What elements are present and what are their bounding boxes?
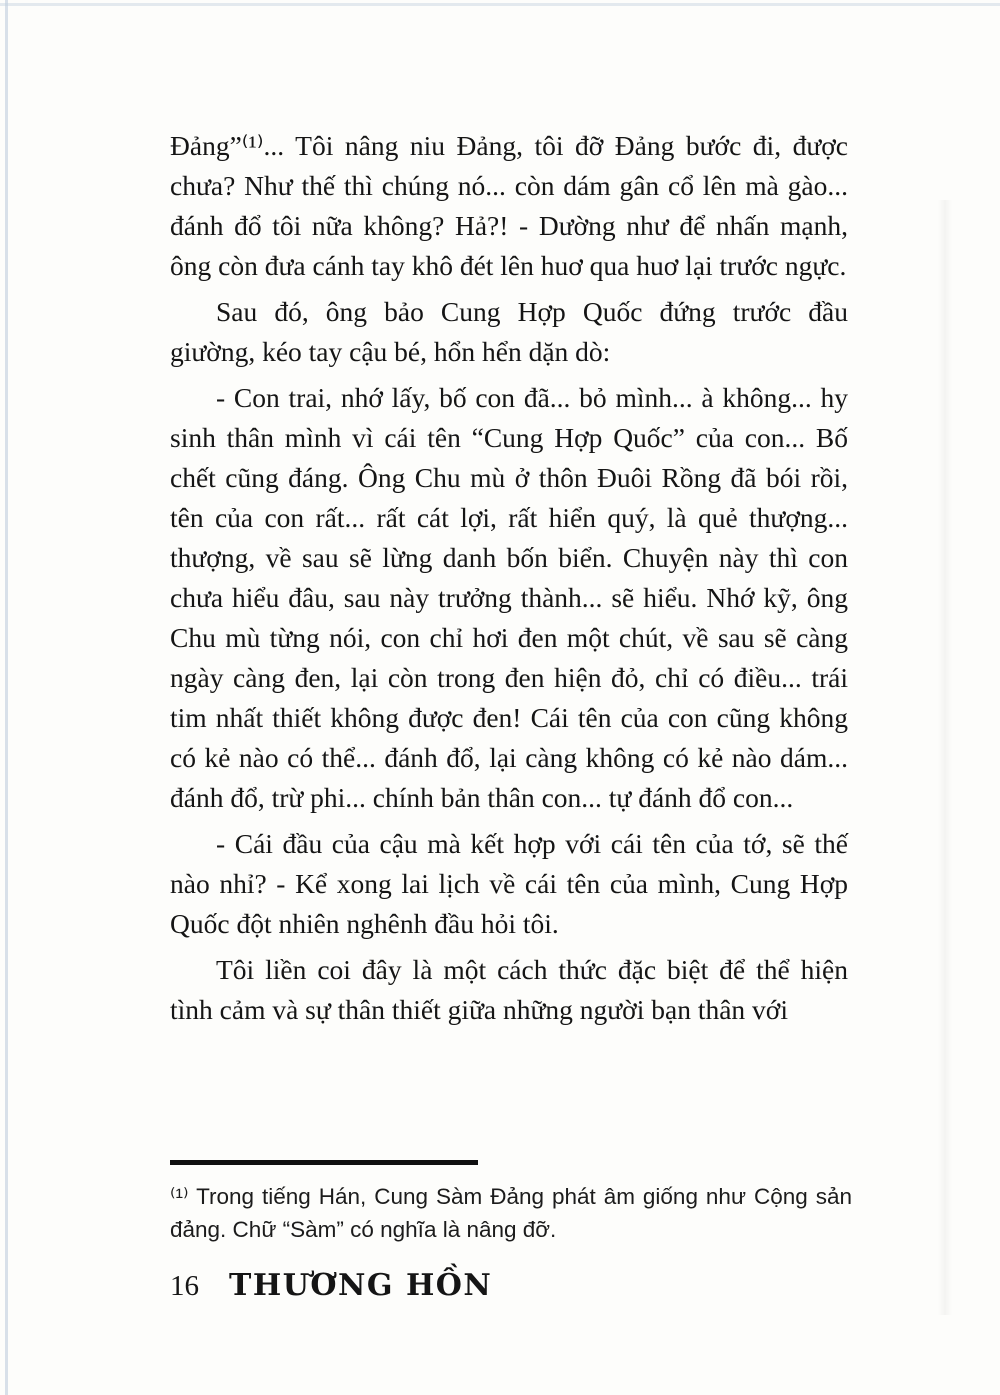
paragraph: - Cái đầu của cậu mà kết hợp với cái tên của tớ, sẽ thế nào nhỉ? - Kể xong lai lịch về cái tên của mình, Cung Hợp Quốc đột nhiên nghênh đầu hỏi tôi. bbox=[170, 828, 848, 939]
paragraph: Đảng”⁽¹⁾... Tôi nâng niu Đảng, tôi đỡ Đảng bước đi, được chưa? Như thế thì chúng nó... còn dám gân cổ lên mà gào... đánh đổ tôi nữa không? Hả?! - Dường như để nhấn mạnh, ông còn đưa cánh tay khô đét lên huơ qua huơ lại trước ngực. bbox=[170, 130, 848, 281]
footnote-separator bbox=[170, 1160, 478, 1165]
paragraph: - Con trai, nhớ lấy, bố con đã... bỏ mình... à không... hy sinh thân mình vì cái tên “Cung Hợp Quốc” của con... Bố chết cũng đáng. Ông Chu mù ở thôn Đuôi Rồng đã bói rồi, tên của con rất... rất cát lợi, rất hiển quý, là quẻ thượng... thượng, về sau sẽ lừng danh bốn biển. Chuyện này thì con chưa hiểu đâu, sau này trưởng thành... sẽ hiểu. Nhớ kỹ, ông Chu mù từng nói, con chỉ hơi đen một chút, về sau sẽ càng ngày càng đen, lại còn trong đen hiện đỏ, chỉ có điều... trái tim nhất thiết không được đen! Cái tên của con cũng không có kẻ nào có thể... đánh đổ, lại càng không có kẻ nào dám... đánh đổ, trừ phi... chính bản thân con... tự đánh đổ con... bbox=[170, 382, 848, 813]
paragraph: Tôi liền coi đây là một cách thức đặc biệt để thể hiện tình cảm và sự thân thiết giữa những người bạn thân với bbox=[170, 954, 848, 1025]
page-number: 16 bbox=[170, 1270, 199, 1302]
body-text bbox=[170, 126, 848, 1036]
scan-smudge-right bbox=[938, 200, 952, 1315]
scan-edge-top bbox=[0, 3, 1000, 6]
book-title: THƯƠNG HỒN bbox=[229, 1268, 493, 1303]
footnote: ⁽¹⁾ Trong tiếng Hán, Cung Sàm Đảng phát âm giống như Cộng sản đảng. Chữ “Sàm” có nghĩa là nâng đỡ. bbox=[170, 1184, 852, 1242]
paragraph: Sau đó, ông bảo Cung Hợp Quốc đứng trước đầu giường, kéo tay cậu bé, hổn hển dặn dò: bbox=[170, 296, 848, 367]
scan-edge-left bbox=[5, 0, 8, 1395]
page-footer bbox=[170, 1268, 492, 1303]
